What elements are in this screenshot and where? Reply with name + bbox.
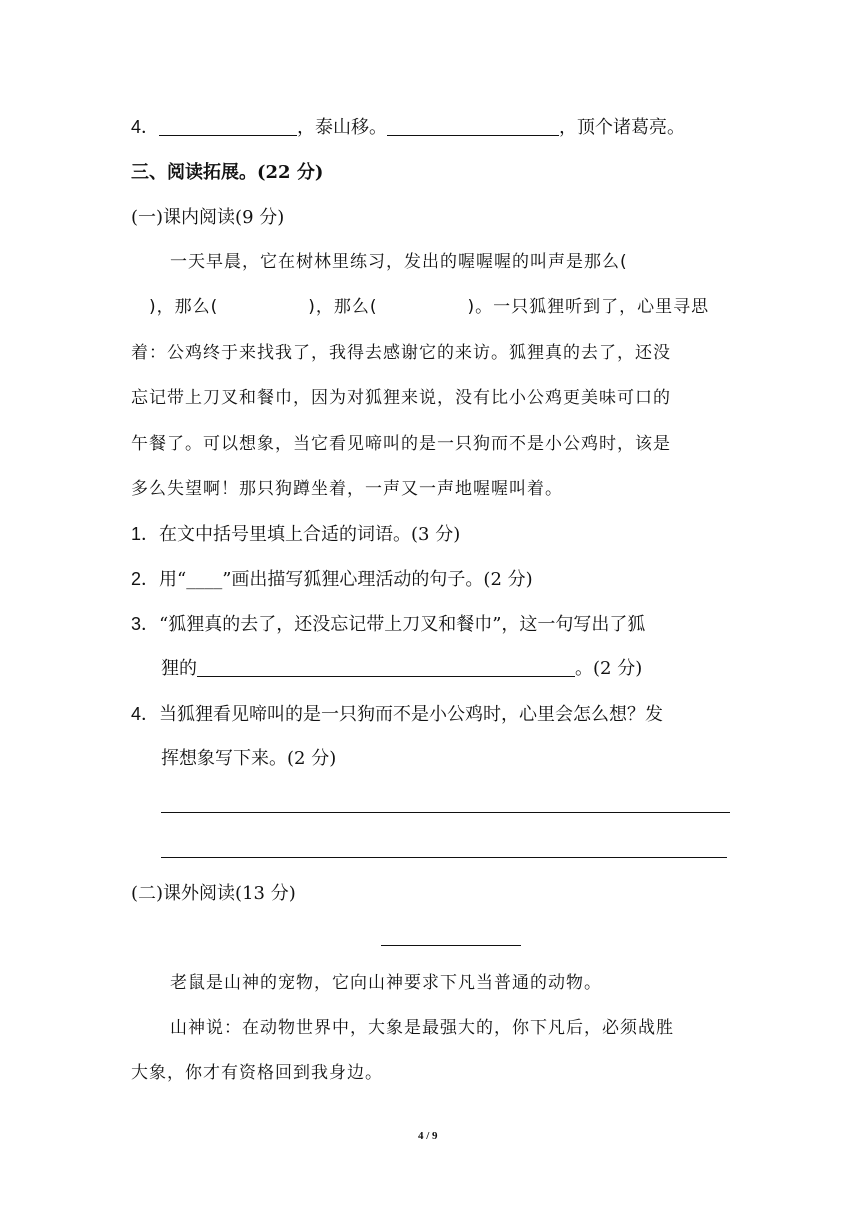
question-4-line2: 挥想象写下来。(2 分) <box>161 748 337 769</box>
question-text: 。(2 分) <box>575 658 643 679</box>
page-number: 4 / 9 <box>418 1130 438 1142</box>
passage-line: 一天早晨，它在树林里练习，发出的喔喔喔的叫声是那么( <box>170 252 628 272</box>
question-3 <box>131 611 645 638</box>
passage-line: 忘记带上刀叉和餐巾，因为对狐狸来说，没有比小公鸡更美味可口的 <box>131 388 671 408</box>
passage-line: )，那么( )，那么( )。一只狐狸听到了，心里寻思 <box>131 297 710 317</box>
poem-question-4 <box>131 114 685 141</box>
passage-line: 多么失望啊！那只狗蹲坐着，一声又一声地喔喔叫着。 <box>131 479 563 499</box>
part-title: (一)课内阅读(9 分) <box>131 207 285 228</box>
answer-blank[interactable] <box>197 656 575 677</box>
question-number: 4． <box>131 117 160 137</box>
poem-text: ，顶个诸葛亮。 <box>559 117 686 138</box>
question-1 <box>131 521 460 548</box>
question-number: 1． <box>131 524 160 544</box>
passage-line: 大象，你才有资格回到我身边。 <box>131 1063 383 1083</box>
poem-text: ，泰山移。 <box>297 117 388 138</box>
title-blank[interactable] <box>381 945 521 946</box>
part-title: (二)课外阅读(13 分) <box>131 883 296 904</box>
answer-blank[interactable] <box>159 115 297 136</box>
question-3-line2 <box>161 656 642 682</box>
question-2 <box>131 566 533 593</box>
question-text: “狐狸真的去了，还没忘记带上刀叉和餐巾”，这一句写出了狐 <box>159 614 646 635</box>
question-text: 狸的 <box>161 658 197 679</box>
passage-line: 午餐了。可以想象，当它看见啼叫的是一只狗而不是小公鸡时，该是 <box>131 434 671 454</box>
question-text: ”画出描写狐狸心理活动的句子。(2 分) <box>222 569 533 590</box>
answer-line[interactable] <box>161 812 730 813</box>
passage-line: 老鼠是山神的宠物，它向山神要求下凡当普通的动物。 <box>170 973 602 993</box>
section-title: 三、阅读拓展。(22 分) <box>131 162 324 183</box>
question-number: 3． <box>131 614 160 634</box>
answer-line[interactable] <box>161 857 727 858</box>
answer-blank[interactable] <box>387 115 559 136</box>
question-number: 4． <box>131 704 160 724</box>
question-text: 当狐狸看见啼叫的是一只狗而不是小公鸡时，心里会怎么想？发 <box>159 704 664 725</box>
question-number: 2． <box>131 569 160 589</box>
passage-line: 着：公鸡终于来找我了，我得去感谢它的来访。狐狸真的去了，还没 <box>131 343 671 363</box>
passage-line: 山神说：在动物世界中，大象是最强大的，你下凡后，必须战胜 <box>170 1018 674 1038</box>
underline-sample: ____ <box>186 569 223 590</box>
question-text: 在文中括号里填上合适的词语。(3 分) <box>159 524 461 545</box>
question-4 <box>131 701 663 728</box>
question-text: 用“ <box>159 569 187 590</box>
